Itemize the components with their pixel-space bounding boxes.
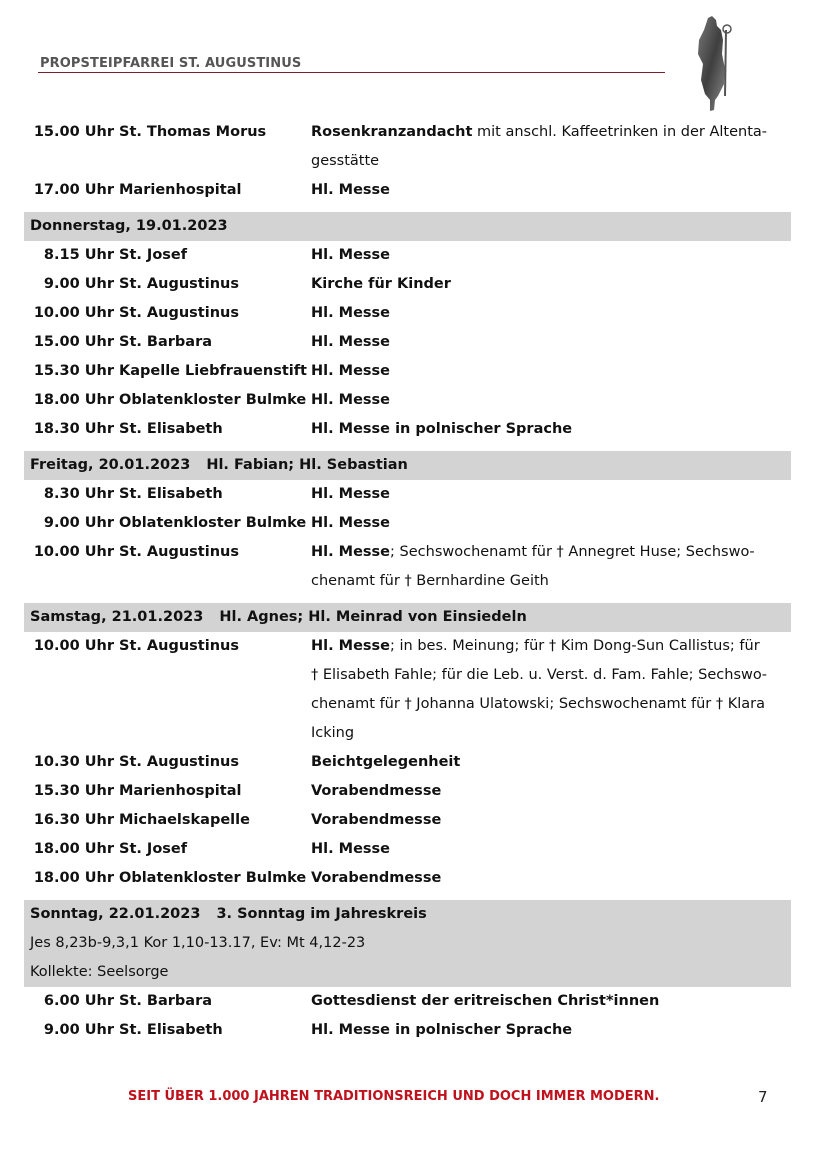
schedule-row xyxy=(24,538,791,596)
schedule-row xyxy=(24,386,791,415)
event-title: Rosenkranzandacht xyxy=(311,124,473,140)
event-description xyxy=(305,806,791,835)
event-place: St. Barbara xyxy=(119,993,213,1009)
event-description xyxy=(305,415,791,444)
event-place: St. Augustinus xyxy=(119,754,239,770)
event-time: 10.00 Uhr xyxy=(33,638,114,654)
day-feast: 3. Sonntag im Jahreskreis xyxy=(216,906,427,922)
event-details: mit anschl. Kaffeetrinken in der Altentagesstätte xyxy=(311,124,767,169)
event-description xyxy=(305,480,791,509)
footer-slogan: SEIT ÜBER 1.000 JAHREN TRADITIONSREICH UND DOCH IMMER MODERN. xyxy=(128,1089,660,1104)
event-description xyxy=(305,328,791,357)
event-description xyxy=(305,777,791,806)
event-place: St. Josef xyxy=(119,841,188,857)
event-time: 15.00 Uhr xyxy=(33,334,114,350)
event-description xyxy=(305,299,791,328)
event-title: Hl. Messe xyxy=(311,544,391,560)
day-date: Sonntag, 22.01.2023 xyxy=(30,906,201,922)
day-collection: Kollekte: Seelsorge xyxy=(30,964,169,980)
event-place: Kapelle Liebfrauenstift xyxy=(119,363,307,379)
event-title: Hl. Messe xyxy=(311,486,391,502)
event-place: St. Barbara xyxy=(119,334,213,350)
event-description xyxy=(305,270,791,299)
event-place: Oblatenkloster Bulmke xyxy=(119,392,307,408)
day-header xyxy=(24,212,791,241)
event-time: 15.30 Uhr xyxy=(33,363,114,379)
event-title: Kirche für Kinder xyxy=(311,276,451,292)
event-description xyxy=(305,835,791,864)
event-time: 18.00 Uhr xyxy=(33,841,114,857)
event-title: Beichtgelegenheit xyxy=(311,754,461,770)
event-description xyxy=(305,118,791,176)
event-title: Hl. Messe xyxy=(311,363,391,379)
schedule-row xyxy=(24,777,791,806)
event-place: St. Elisabeth xyxy=(119,421,223,437)
schedule-row xyxy=(24,176,791,205)
event-description xyxy=(305,632,791,748)
event-place: St. Augustinus xyxy=(119,276,239,292)
event-description xyxy=(305,357,791,386)
event-place: St. Josef xyxy=(119,247,188,263)
event-description xyxy=(305,176,791,205)
schedule-row xyxy=(24,864,791,893)
event-title: Vorabendmesse xyxy=(311,870,442,886)
event-time: 6.00 Uhr xyxy=(43,993,114,1009)
schedule-row xyxy=(24,118,791,176)
schedule-row xyxy=(24,632,791,748)
day-readings: Jes 8,23b-9,3,1 Kor 1,10-13.17, Ev: Mt 4,12-23 xyxy=(30,935,366,951)
event-title: Hl. Messe in polnischer Sprache xyxy=(311,1022,573,1038)
event-time: 15.30 Uhr xyxy=(33,783,114,799)
schedule-row xyxy=(24,241,791,270)
event-title: Hl. Messe xyxy=(311,334,391,350)
event-title: Hl. Messe in polnischer Sprache xyxy=(311,421,573,437)
day-header xyxy=(24,451,791,480)
event-time: 9.00 Uhr xyxy=(43,276,114,292)
event-description xyxy=(305,538,791,596)
schedule-list xyxy=(24,118,791,1045)
event-description xyxy=(305,241,791,270)
event-time: 18.00 Uhr xyxy=(33,870,114,886)
schedule-row xyxy=(24,270,791,299)
parish-header-title: PROPSTEIPFARREI ST. AUGUSTINUS xyxy=(40,56,302,71)
event-time: 10.30 Uhr xyxy=(33,754,114,770)
schedule-row xyxy=(24,987,791,1016)
day-date: Donnerstag, 19.01.2023 xyxy=(30,218,228,234)
event-title: Vorabendmesse xyxy=(311,783,442,799)
event-time: 18.30 Uhr xyxy=(33,421,114,437)
event-title: Hl. Messe xyxy=(311,638,391,654)
event-title: Vorabendmesse xyxy=(311,812,442,828)
event-place: Michaelskapelle xyxy=(119,812,250,828)
event-description xyxy=(305,864,791,893)
event-description xyxy=(305,748,791,777)
event-place: St. Elisabeth xyxy=(119,1022,223,1038)
event-place: St. Thomas Morus xyxy=(119,124,267,140)
day-header xyxy=(24,603,791,632)
event-description xyxy=(305,386,791,415)
event-description xyxy=(305,509,791,538)
schedule-row xyxy=(24,748,791,777)
event-place: Marienhospital xyxy=(119,182,242,198)
event-title: Gottesdienst der eritreischen Christ*innen xyxy=(311,993,660,1009)
schedule-row xyxy=(24,806,791,835)
event-title: Hl. Messe xyxy=(311,305,391,321)
event-title: Hl. Messe xyxy=(311,182,391,198)
event-place: St. Augustinus xyxy=(119,544,239,560)
schedule-row xyxy=(24,480,791,509)
event-title: Hl. Messe xyxy=(311,515,391,531)
schedule-row xyxy=(24,328,791,357)
event-details: ; Sechswochenamt für † Annegret Huse; Sechswochenamt für † Bernhardine Geith xyxy=(311,544,755,589)
day-date: Freitag, 20.01.2023 xyxy=(30,457,191,473)
event-place: Oblatenkloster Bulmke xyxy=(119,515,307,531)
event-place: Marienhospital xyxy=(119,783,242,799)
event-time: 10.00 Uhr xyxy=(33,544,114,560)
event-time: 9.00 Uhr xyxy=(43,515,114,531)
event-time: 18.00 Uhr xyxy=(33,392,114,408)
event-place: St. Elisabeth xyxy=(119,486,223,502)
event-time: 9.00 Uhr xyxy=(43,1022,114,1038)
event-description xyxy=(305,987,791,1016)
event-time: 8.15 Uhr xyxy=(43,247,114,263)
event-title: Hl. Messe xyxy=(311,247,391,263)
day-feast: Hl. Fabian; Hl. Sebastian xyxy=(206,457,408,473)
event-place: Oblatenkloster Bulmke xyxy=(119,870,307,886)
schedule-row xyxy=(24,835,791,864)
schedule-row xyxy=(24,415,791,444)
event-time: 15.00 Uhr xyxy=(33,124,114,140)
schedule-row xyxy=(24,509,791,538)
event-title: Hl. Messe xyxy=(311,392,391,408)
day-header xyxy=(24,900,791,987)
schedule-row xyxy=(24,1016,791,1045)
event-time: 8.30 Uhr xyxy=(43,486,114,502)
schedule-row xyxy=(24,357,791,386)
event-time: 10.00 Uhr xyxy=(33,305,114,321)
event-time: 17.00 Uhr xyxy=(33,182,114,198)
event-place: St. Augustinus xyxy=(119,638,239,654)
day-date: Samstag, 21.01.2023 xyxy=(30,609,204,625)
event-description xyxy=(305,1016,791,1045)
saint-statue-icon xyxy=(688,14,740,114)
schedule-row xyxy=(24,299,791,328)
event-time: 16.30 Uhr xyxy=(33,812,114,828)
header-divider xyxy=(38,72,665,73)
event-details: ; in bes. Meinung; für † Kim Dong-Sun Callistus; für † Elisabeth Fahle; für die Leb. u. Verst. d. Fam. Fahle; Sechswochenamt für † Johanna Ulatowski; Sechswochenamt für † Klara Icking xyxy=(311,638,767,741)
page-number: 7 xyxy=(758,1088,768,1106)
event-title: Hl. Messe xyxy=(311,841,391,857)
event-place: St. Augustinus xyxy=(119,305,239,321)
day-feast: Hl. Agnes; Hl. Meinrad von Einsiedeln xyxy=(219,609,527,625)
